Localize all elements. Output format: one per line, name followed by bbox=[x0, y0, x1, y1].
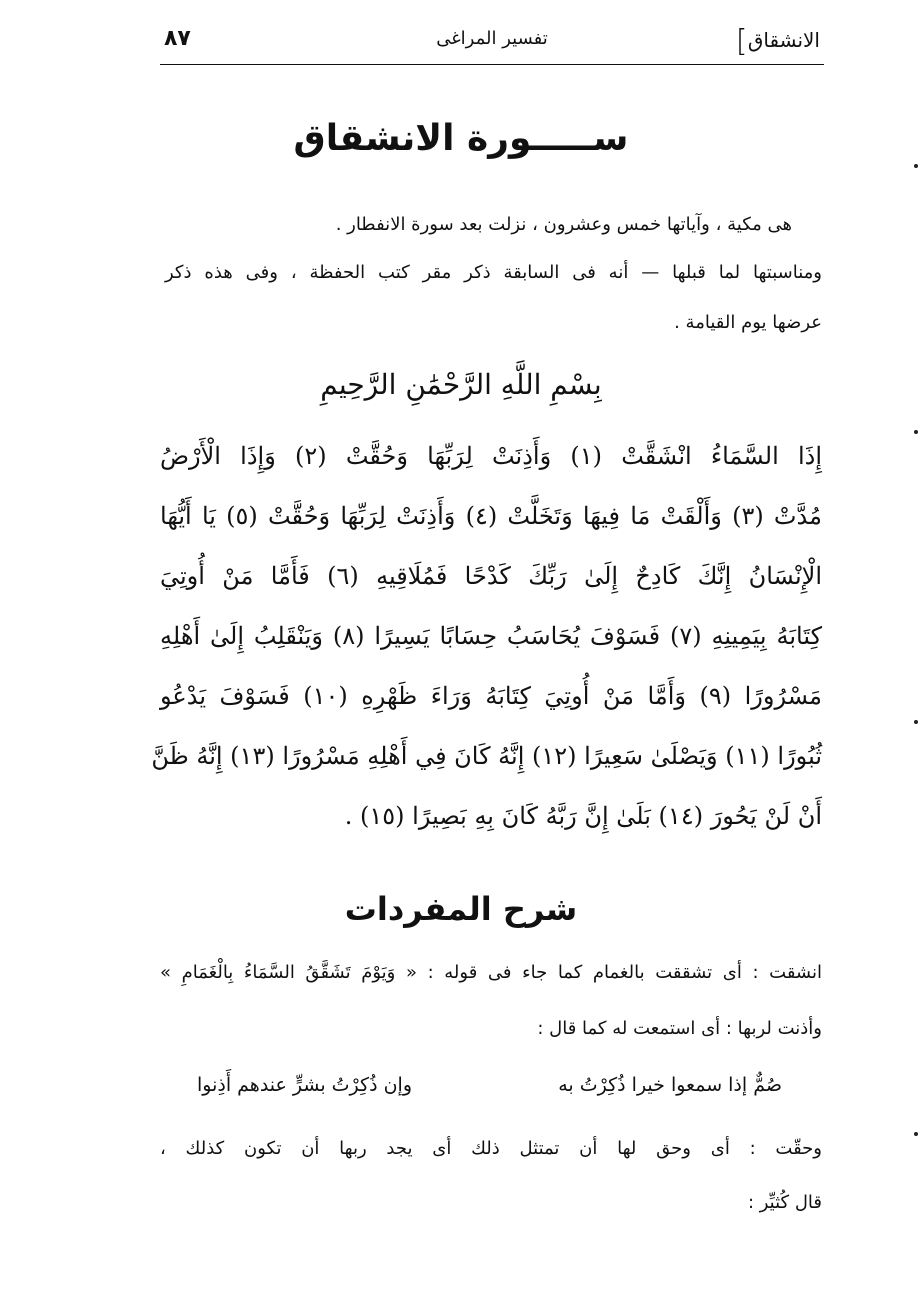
chapter-name bbox=[735, 24, 820, 59]
vocab-line: وحقّت : أى وحق لها أن تمتثل ذلك أى يجد ربها أن تكون كذلك ، bbox=[160, 1138, 822, 1159]
surah-title: ســـــورة الانشقاق bbox=[293, 118, 629, 159]
intro-line: هى مكية ، وآياتها خمس وعشرون ، نزلت بعد سورة الانفطار . bbox=[335, 214, 792, 235]
scan-speck bbox=[914, 164, 918, 168]
verse-line: مُدَّتْ (٣) وَأَلْقَتْ مَا فِيهَا وَتَخَلَّتْ (٤) وَأَذِنَتْ لِرَبِّهَا وَحُقَّتْ (٥) يَا أَيُّهَا bbox=[160, 502, 822, 530]
verse-line: ثُبُورًا (١١) وَيَصْلَىٰ سَعِيرًا (١٢) إِنَّهُ كَانَ فِي أَهْلِهِ مَسْرُورًا (١٣) إِنَّهُ ظَنَّ bbox=[151, 742, 822, 770]
verse-line: كِتَابَهُ بِيَمِينِهِ (٧) فَسَوْفَ يُحَاسَبُ حِسَابًا يَسِيرًا (٨) وَيَنْقَلِبُ إِلَىٰ أَهْلِهِ bbox=[160, 622, 823, 650]
page-number: ٨٧ bbox=[164, 26, 191, 51]
verse-line: إِذَا السَّمَاءُ انْشَقَّتْ (١) وَأَذِنَتْ لِرَبِّهَا وَحُقَّتْ (٢) وَإِذَا الْأَرْضُ bbox=[160, 442, 822, 470]
poem-hemistich-first: صُمٌّ إذا سمعوا خيرا ذُكِرْتُ به bbox=[558, 1074, 782, 1096]
page-header bbox=[160, 18, 824, 65]
intro-line: عرضها يوم القيامة . bbox=[674, 312, 822, 333]
poem-hemistich-second: وإن ذُكِرْتُ بشرٍّ عندهم أَذِنوا bbox=[197, 1074, 412, 1096]
bracket-glyph: ] bbox=[735, 24, 748, 59]
book-title: تفسير المراغى bbox=[436, 28, 548, 49]
verse-line: مَسْرُورًا (٩) وَأَمَّا مَنْ أُوتِيَ كِتَابَهُ وَرَاءَ ظَهْرِهِ (١٠) فَسَوْفَ يَدْعُو bbox=[160, 682, 822, 710]
vocab-line: وأذنت لربها : أى استمعت له كما قال : bbox=[537, 1018, 822, 1039]
basmala: بِسْمِ اللَّهِ الرَّحْمَٰنِ الرَّحِيمِ bbox=[320, 368, 602, 401]
section-title: شرح المفردات bbox=[344, 890, 578, 928]
chapter-name-text: الانشقاق bbox=[747, 28, 820, 52]
scan-speck bbox=[914, 430, 918, 434]
verse-line: أَنْ لَنْ يَحُورَ (١٤) بَلَىٰ إِنَّ رَبَّهُ كَانَ بِهِ بَصِيرًا (١٥) . bbox=[344, 802, 822, 830]
intro-line: ومناسبتها لما قبلها — أنه فى السابقة ذكر مقر كتب الحفظة ، وفى هذه ذكر bbox=[165, 262, 822, 283]
vocab-line: قال كُثيِّر : bbox=[747, 1192, 822, 1213]
vocab-line: انشقت : أى تشققت بالغمام كما جاء فى قوله : « وَيَوْمَ تَشَقَّقُ السَّمَاءُ بِالْغَمَامِ » bbox=[160, 962, 822, 983]
verse-line: الْإِنْسَانُ إِنَّكَ كَادِحٌ إِلَىٰ رَبِّكَ كَدْحًا فَمُلَاقِيهِ (٦) فَأَمَّا مَنْ أُوتِيَ bbox=[160, 562, 822, 590]
scan-speck bbox=[914, 1132, 918, 1136]
scan-speck bbox=[914, 720, 918, 724]
